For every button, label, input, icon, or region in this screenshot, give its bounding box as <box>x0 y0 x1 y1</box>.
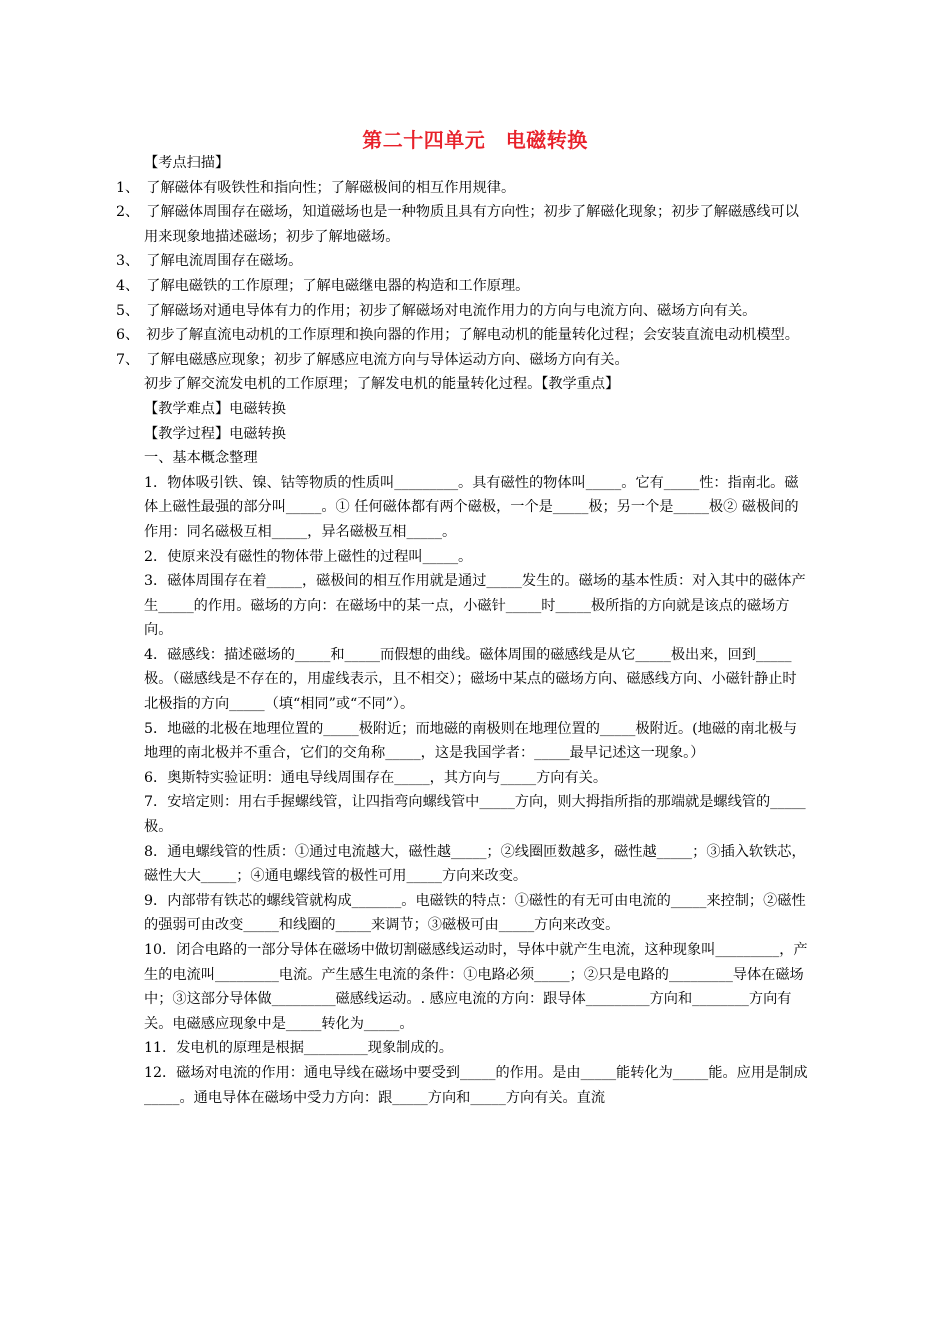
question-paragraph: 5．地磁的北极在地理位置的_____极附近；而地磁的南极则在地理位置的_____极附近。(地磁的南北极与地理的南北极并不重合，它们的交角称_____，这是我国学者：_____最早记述这一现象。） <box>144 720 798 762</box>
objective-item: 2、 了解磁体周围存在磁场，知道磁场也是一种物质且具有方向性；初步了解磁化现象；初步了解磁感线可以用来现象地描述磁场；初步了解地磁场。 <box>116 204 799 245</box>
teaching-focus-line: 初步了解交流发电机的工作原理；了解发电机的能量转化过程。【教学重点】 <box>144 376 620 393</box>
objective-item: 3、 了解电流周围存在磁场。 <box>116 253 303 270</box>
scan-heading: 【考点扫描】 <box>144 155 230 171</box>
objective-item: 4、 了解电磁铁的工作原理；了解电磁继电器的构造和工作原理。 <box>116 277 530 294</box>
objective-item: 1、 了解磁体有吸铁性和指向性；了解磁极间的相互作用规律。 <box>116 179 516 196</box>
question-paragraph: 4．磁感线：描述磁场的_____和_____而假想的曲线。磁体周围的磁感线是从它_____极出来，回到_____极。（磁感线是不存在的，用虚线表示，且不相交）；磁场中某点的磁场方向、磁感线方向、小磁针静止时北极指的方向_____（填“相同”或“不同”）。 <box>144 646 797 713</box>
section-heading: 一、基本概念整理 <box>144 450 258 467</box>
question-paragraph: 12．磁场对电流的作用：通电导线在磁场中要受到_____的作用。是由_____能转化为_____能。应用是制成_____。通电导体在磁场中受力方向：跟_____方向和_____方向有关。直流 <box>144 1064 808 1106</box>
question-paragraph: 7．安培定则：用右手握螺线管，让四指弯向螺线管中_____方向，则大拇指所指的那端就是螺线管的_____极。 <box>144 794 806 836</box>
question-paragraph: 2．使原来没有磁性的物体带上磁性的过程叫_____。 <box>144 548 473 565</box>
question-paragraph: 9．内部带有铁芯的螺线管就构成_______。电磁铁的特点：①磁性的有无可由电流的_____来控制；②磁性的强弱可由改变_____和线圈的_____来调节；③磁极可由_____方向来改变。 <box>144 892 806 934</box>
question-paragraph: 10．闭合电路的一部分导体在磁场中做切割磁感线运动时，导体中就产生电流，这种现象叫_________，产生的电流叫_________电流。产生感生电流的条件：①电路必须_____；②只是电路的_________导体在磁场中；③这部分导体做_________磁感线运动。. 感应电流的方向：跟导体_________方向和________方向有关。电磁感应现象中是_____转化为_____。 <box>144 942 808 1032</box>
question-paragraph: 1．物体吸引铁、镍、钴等物质的性质叫_________。具有磁性的物体叫_____。它有_____性：指南北。磁体上磁性最强的部分叫_____。① 任何磁体都有两个磁极，一个是_____极；另一个是_____极② 磁极间的作用：同名磁极互相_____，异名磁极互相_____。 <box>144 474 799 540</box>
teaching-difficulty: 【教学难点】电磁转换 <box>144 400 286 417</box>
question-paragraph: 8．通电螺线管的性质：①通过电流越大，磁性越_____；②线圈匝数越多，磁性越_____；③插入软铁芯，磁性大大_____；④通电螺线管的极性可用_____方向来改变。 <box>144 843 806 885</box>
question-paragraph: 11．发电机的原理是根据_________现象制成的。 <box>144 1040 453 1057</box>
objective-item: 7、 了解电磁感应现象；初步了解感应电流方向与导体运动方向、磁场方向有关。 <box>116 351 629 368</box>
objective-item: 5、 了解磁场对通电导体有力的作用；初步了解磁场对电流作用力的方向与电流方向、磁场方向有关。 <box>116 302 757 319</box>
objective-item: 6、 初步了解直流电动机的工作原理和换向器的作用；了解电动机的能量转化过程；会安装直流电动机模型。 <box>116 327 799 344</box>
teaching-process: 【教学过程】电磁转换 <box>144 425 286 442</box>
question-paragraph: 3．磁体周围存在着_____，磁极间的相互作用就是通过_____发生的。磁场的基本性质：对入其中的磁体产生_____的作用。磁场的方向：在磁场中的某一点，小磁针_____时_____极所指的方向就是该点的磁场方向。 <box>144 573 806 639</box>
page-title: 第二十四单元 电磁转换 <box>362 128 588 152</box>
question-paragraph: 6．奥斯特实验证明：通电导线周围存在_____，其方向与_____方向有关。 <box>144 769 608 786</box>
document-body <box>116 151 810 1110</box>
